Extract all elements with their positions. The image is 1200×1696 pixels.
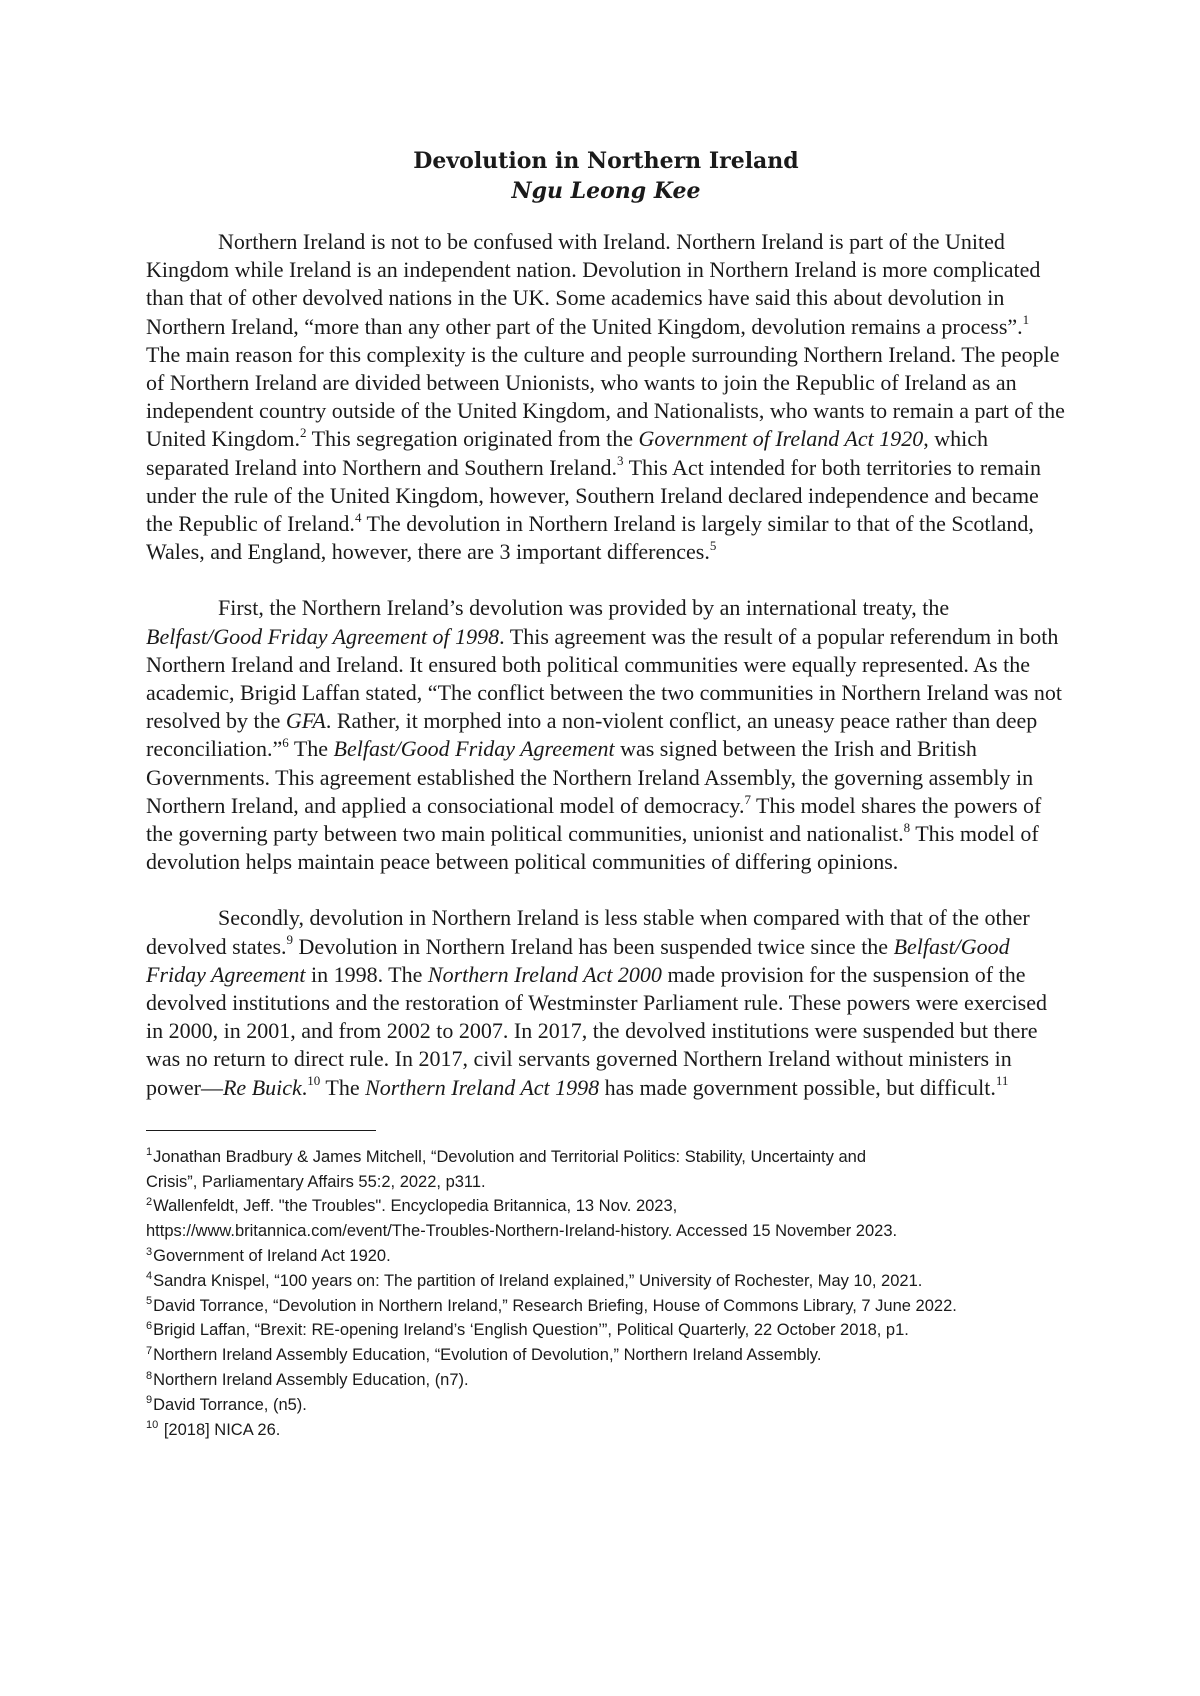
footnote-number: 5 — [146, 1295, 153, 1308]
footnote-ref[interactable]: 5 — [709, 537, 717, 553]
footnote-text: Brigid Laffan, “Brexit: RE-opening Ireland’s ‘English Question’”, Political Quarterly, 22 October 2018, p1. — [153, 1321, 909, 1340]
italic-citation: Re Buick — [222, 1074, 302, 1100]
footnote-number: 6 — [146, 1319, 153, 1332]
italic-citation: Northern Ireland Act 2000 — [427, 961, 662, 987]
footnote-number: 10 — [146, 1419, 159, 1432]
footnote-ref[interactable]: 7 — [744, 791, 751, 807]
footnote — [146, 1194, 1066, 1244]
text-run: The — [288, 736, 334, 762]
footnote-number: 1 — [146, 1146, 153, 1159]
text-run: First, the Northern Ireland’s devolution was provided by an international treaty, the — [218, 595, 950, 621]
text-run: This model of devolution helps maintain peace between political communities of differing opinions. — [146, 821, 1039, 875]
footnote-text: Northern Ireland Assembly Education, “Evolution of Devolution,” Northern Ireland Assembly. — [153, 1346, 822, 1365]
italic-citation: Northern Ireland Act 1998 — [365, 1074, 600, 1100]
footnote — [146, 1418, 1066, 1443]
italic-citation: Belfast/Good Friday Agreement — [333, 736, 615, 762]
text-run: Devolution in Northern Ireland has been suspended twice since the — [293, 933, 894, 959]
footnote — [146, 1393, 1066, 1418]
text-run: The devolution in Northern Ireland is largely similar to that of the Scotland, Wales, and England, however, there are 3 important differences. — [146, 511, 1034, 565]
footnotes-section — [146, 1145, 1066, 1443]
footnote-ref[interactable]: 8 — [903, 819, 911, 835]
text-run: Secondly, devolution in Northern Ireland is less stable when compared with that of the other devolved states. — [146, 905, 1030, 959]
footnote-text: Northern Ireland Assembly Education, (n7). — [153, 1371, 469, 1390]
footnote-ref[interactable]: 6 — [282, 735, 289, 751]
text-run: The — [320, 1074, 366, 1100]
text-run: in 1998. The — [305, 961, 428, 987]
footnote — [146, 1294, 1066, 1319]
footnote — [146, 1269, 1066, 1294]
footnote-text: Jonathan Bradbury & James Mitchell, “Devolution and Territorial Politics: Stability, Uncertainty and — [153, 1147, 867, 1166]
text-run: Northern Ireland is not to be confused with Ireland. Northern Ireland is part of the United Kingdom while Ireland is an independent nation. Devolution in Northern Ireland is more complicated than that of other devolved nations in the UK. Some academics have said this about devolution in Northern Ireland, “more than any other part of the United Kingdom, devolution remains a process”. — [146, 229, 1041, 339]
footnote — [146, 1318, 1066, 1343]
body-paragraph-1 — [146, 228, 1066, 566]
text-run: This Act intended for both territories to remain under the rule of the United Kingdom, however, Southern Ireland declared independence and became the Republic of Ireland. — [146, 454, 1041, 537]
footnote — [146, 1145, 1066, 1195]
footnote-separator — [146, 1130, 376, 1131]
footnote-number: 3 — [146, 1245, 153, 1258]
text-run: has made government possible, but difficult. — [599, 1074, 996, 1100]
body-paragraph-3 — [146, 904, 1066, 1101]
footnote-ref[interactable]: 1 — [1022, 312, 1030, 328]
footnote — [146, 1368, 1066, 1393]
document-author: Ngu Leong Kee — [511, 178, 701, 204]
footnote-text: David Torrance, (n5). — [153, 1395, 307, 1414]
text-run: . This agreement was the result of a popular referendum in both Northern Ireland and Ireland. It ensured both political communities were equally represented. As the academic, Brigid Laffan stated, “The conflict between the two communities in Northern Ireland was not resolved by the — [146, 623, 1062, 734]
footnote-text: David Torrance, “Devolution in Northern Ireland,” Research Briefing, House of Commons Library, 7 June 2022. — [153, 1296, 957, 1315]
footnote-number: 8 — [146, 1369, 153, 1382]
footnote-link[interactable]: https://www.britannica.com/event/The-Troubles-Northern-Ireland-history. Accessed 15 November 2023. — [146, 1222, 898, 1241]
body-paragraph-2 — [146, 594, 1066, 876]
text-run: . — [301, 1074, 308, 1100]
footnote — [146, 1343, 1066, 1368]
footnote-number: 4 — [146, 1270, 153, 1283]
footnote — [146, 1244, 1066, 1269]
footnote-number: 2 — [146, 1195, 153, 1208]
text-run: . Rather, it morphed into a non-violent conflict, an uneasy peace rather than deep reconciliation.” — [146, 708, 1038, 762]
footnote-text-continued: Crisis”, Parliamentary Affairs 55:2, 2022, p311. — [146, 1172, 486, 1191]
document-title: Devolution in Northern Ireland — [413, 148, 799, 174]
text-run: The main reason for this complexity is the culture and people surrounding Northern Ireland. The people of Northern Ireland are divided between Unionists, who wants to join the Republic of Ireland as an independent country outside of the United Kingdom, and Nationalists, who wants to remain a part of the United Kingdom. — [146, 341, 1065, 452]
footnote-ref[interactable]: 9 — [286, 932, 294, 948]
text-run: This segregation originated from the — [306, 426, 639, 452]
italic-citation: Belfast/Good Friday Agreement of 1998 — [146, 623, 500, 649]
text-run: made provision for the suspension of the devolved institutions and the restoration of Westminster Parliament rule. These powers were exercised in 2000, in 2001, and from 2002 to 2007. In 2017, the devolved institutions were suspended but there was no return to direct rule. In 2017, civil servants governed Northern Ireland without ministers in power— — [146, 961, 1048, 1100]
document-page — [146, 146, 1066, 1442]
footnote-text: Sandra Knispel, “100 years on: The partition of Ireland explained,” University of Rochester, May 10, 2021. — [153, 1271, 923, 1290]
footnote-text: [2018] NICA 26. — [159, 1420, 281, 1439]
footnote-text: Wallenfeldt, Jeff. "the Troubles". Encyclopedia Britannica, 13 Nov. 2023, — [153, 1197, 678, 1216]
footnote-ref[interactable]: 11 — [995, 1073, 1009, 1089]
footnote-number: 7 — [146, 1344, 153, 1357]
footnote-number: 9 — [146, 1394, 153, 1407]
italic-citation: GFA — [285, 708, 326, 734]
footnote-ref[interactable]: 4 — [354, 509, 362, 525]
footnote-text: Government of Ireland Act 1920. — [153, 1247, 391, 1266]
footnote-ref[interactable]: 10 — [307, 1073, 321, 1089]
footnote-ref[interactable]: 2 — [300, 425, 307, 441]
italic-citation: Belfast/Good Friday Agreement — [146, 933, 1010, 987]
text-run: This model shares the powers of the governing party between two main political communities, unionist and nationalist. — [146, 792, 1042, 847]
footnote-ref[interactable]: 3 — [617, 453, 624, 469]
italic-citation: Government of Ireland Act 1920 — [638, 426, 924, 452]
text-run: was signed between the Irish and British Governments. This agreement established the Northern Ireland Assembly, the governing assembly in Northern Ireland, and applied a consociational model of democracy. — [146, 736, 1034, 818]
text-run: , which separated Ireland into Northern and Southern Ireland. — [146, 426, 988, 480]
